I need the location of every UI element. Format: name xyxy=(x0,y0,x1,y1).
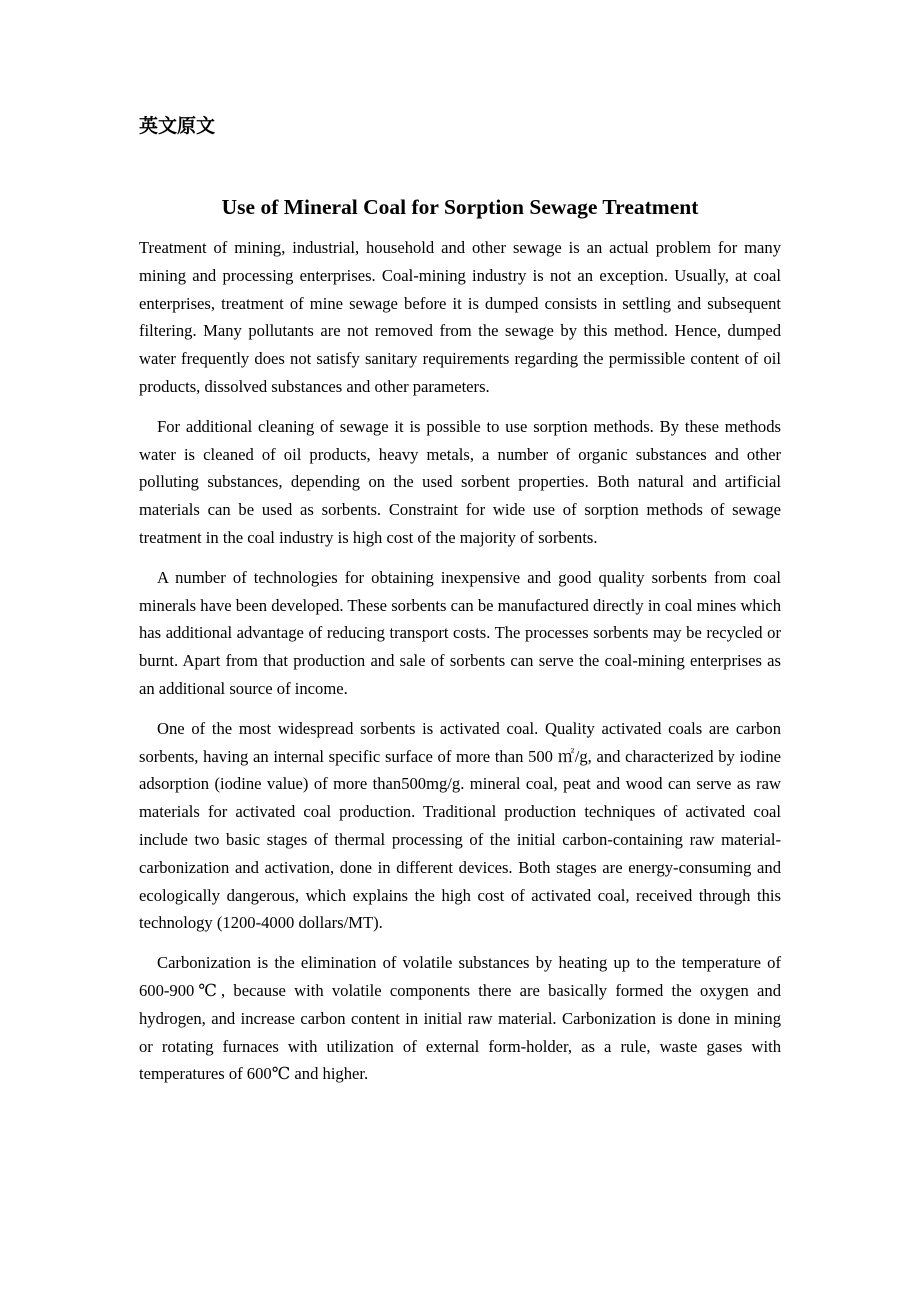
paragraph-2: For additional cleaning of sewage it is possible to use sorption methods. By these methods water is cleaned of oil products, heavy metals, a number of organic substances and other polluting substances, depending on the used sorbent properties. Both natural and artificial materials can be used as sorbents. Constraint for wide use of sorption methods of sewage treatment in the coal industry is high cost of the majority of sorbents. xyxy=(139,416,781,547)
paragraph-5: Carbonization is the elimination of volatile substances by heating up to the temperature of 600-900℃, because with volatile components there are basically formed the oxygen and hydrogen, and increase carbon content in initial raw material. Carbonization is done in mining or rotating furnaces with utilization of external form-holder, as a rule, waste gases with temperatures of 600℃ and higher. xyxy=(139,953,781,1084)
document-body xyxy=(139,234,781,1100)
paragraph-3: A number of technologies for obtaining inexpensive and good quality sorbents from coal minerals have been developed. These sorbents can be manufactured directly in coal mines which has additional advantage of reducing transport costs. The processes sorbents may be recycled or burnt. Apart from that production and sale of sorbents can serve the coal-mining enterprises as an additional source of income. xyxy=(139,567,782,698)
paragraph-4: One of the most widespread sorbents is activated coal. Quality activated coals are carbon sorbents, having an internal specific surface of more than 500 ㎡/g, and characterized by iodine adsorption (iodine value) of more than500mg/g. mineral coal, peat and wood can serve as raw materials for activated coal production. Traditional production techniques of activated coal include two basic stages of thermal processing of the initial carbon-containing raw material-carbonization and activation, done in different devices. Both stages are energy-consuming and ecologically dangerous, which explains the high cost of activated coal, received through this technology (1200-4000 dollars/MT). xyxy=(139,718,781,933)
paragraph-1: Treatment of mining, industrial, household and other sewage is an actual problem for many mining and processing enterprises. Coal-mining industry is not an exception. Usually, at coal enterprises, treatment of mine sewage before it is dumped consists in settling and subsequent filtering. Many pollutants are not removed from the sewage by this method. Hence, dumped water frequently does not satisfy sanitary requirements regarding the permissible content of oil products, dissolved substances and other parameters. xyxy=(139,238,781,396)
section-heading: 英文原文 xyxy=(139,115,216,137)
document-title: Use of Mineral Coal for Sorption Sewage Treatment xyxy=(221,195,699,219)
